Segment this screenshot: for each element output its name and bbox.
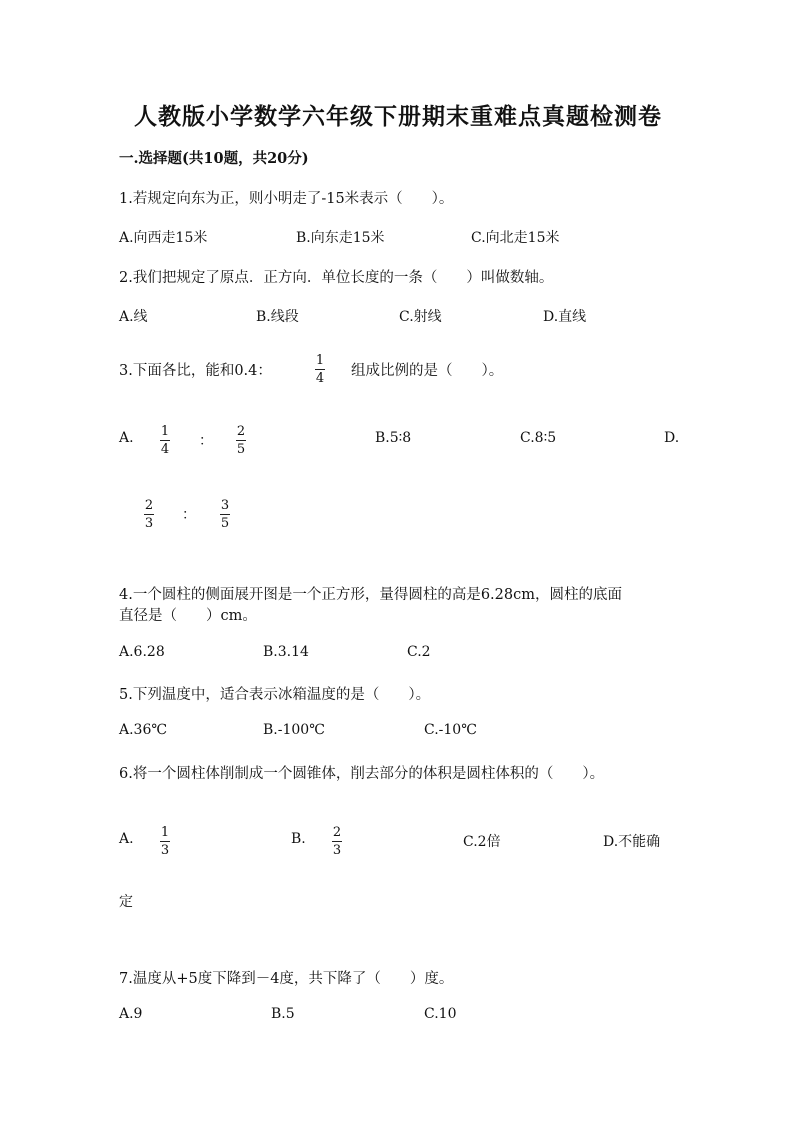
question-1-stem: 1.若规定向东为正，则小明走了-15米表示（ ）。: [119, 191, 454, 207]
fraction-denominator: 5: [220, 516, 230, 531]
question-7-option-a: A.9: [119, 1006, 143, 1022]
question-7-option-b: B.5: [271, 1006, 295, 1022]
question-6-option-a-label: A.: [119, 831, 134, 847]
question-4-stem-line-2: 直径是（ ）cm。: [119, 608, 257, 624]
fraction-denominator: 3: [144, 516, 154, 531]
fraction-bar: [160, 440, 170, 441]
section-heading: 一.选择题(共10题，共20分): [119, 150, 309, 167]
page-title: 人教版小学数学六年级下册期末重难点真题检测卷: [134, 103, 662, 130]
question-2-stem: 2.我们把规定了原点．正方向．单位长度的一条（ ）叫做数轴。: [119, 270, 554, 286]
question-6-option-d-line-1: D.不能确: [603, 834, 661, 850]
fraction-denominator: 3: [332, 843, 342, 858]
question-3-option-c: C.8∶5: [520, 430, 557, 446]
question-1-option-a: A.向西走15米: [119, 230, 208, 246]
question-3-option-a-fraction-1: [160, 424, 170, 457]
fraction-bar: [236, 440, 246, 441]
question-7-stem: 7.温度从+5度下降到－4度，共下降了（ ）度。: [119, 971, 454, 987]
fraction-numerator: 1: [315, 353, 325, 368]
question-3-option-d-colon: ：: [182, 507, 196, 523]
fraction-denominator: 5: [236, 442, 246, 457]
question-5-stem: 5.下列温度中，适合表示冰箱温度的是（ ）。: [119, 687, 431, 703]
question-2-option-a: A.线: [119, 309, 148, 325]
fraction-numerator: 2: [332, 825, 342, 840]
fraction-bar: [315, 369, 325, 370]
question-6-option-b-fraction: [332, 825, 342, 858]
question-6-option-c: C.2倍: [463, 834, 501, 850]
question-7-option-c: C.10: [424, 1006, 457, 1022]
question-3-option-d-fraction-1: [144, 498, 154, 531]
question-3-option-d-label: D.: [664, 430, 680, 446]
question-4-option-b: B.3.14: [263, 644, 309, 660]
fraction-denominator: 3: [160, 843, 170, 858]
question-1-option-c: C.向北走15米: [471, 230, 560, 246]
question-6-option-b-label: B.: [291, 831, 306, 847]
question-5-option-b: B.-100℃: [263, 722, 325, 738]
question-4-option-c: C.2: [407, 644, 431, 660]
question-2-option-d: D.直线: [543, 309, 587, 325]
question-3-stem-before: 3.下面各比，能和0.4：: [119, 363, 272, 379]
question-3-option-b: B.5∶8: [375, 430, 412, 446]
question-5-option-a: A.36℃: [119, 722, 168, 738]
fraction-bar: [332, 841, 342, 842]
question-4-stem-line-1: 4.一个圆柱的侧面展开图是一个正方形，量得圆柱的高是6.28cm，圆柱的底面: [119, 587, 622, 603]
fraction-numerator: 1: [160, 825, 170, 840]
fraction-numerator: 3: [220, 498, 230, 513]
question-6-option-a-fraction: [160, 825, 170, 858]
question-6-option-d-line-2: 定: [119, 894, 133, 910]
question-2-option-c: C.射线: [399, 309, 442, 325]
question-3-stem-fraction: [315, 353, 325, 386]
question-6-stem: 6.将一个圆柱体削制成一个圆锥体，削去部分的体积是圆柱体积的（ ）。: [119, 766, 605, 782]
question-4-option-a: A.6.28: [119, 644, 165, 660]
question-3-option-a-label: A.: [119, 430, 134, 446]
fraction-denominator: 4: [315, 371, 325, 386]
question-3-option-a-fraction-2: [236, 424, 246, 457]
question-3-stem-after: 组成比例的是（ ）。: [351, 363, 504, 379]
question-1-option-b: B.向东走15米: [296, 230, 385, 246]
fraction-numerator: 1: [160, 424, 170, 439]
fraction-numerator: 2: [144, 498, 154, 513]
fraction-bar: [144, 514, 154, 515]
fraction-bar: [160, 841, 170, 842]
question-2-option-b: B.线段: [256, 309, 299, 325]
fraction-denominator: 4: [160, 442, 170, 457]
fraction-numerator: 2: [236, 424, 246, 439]
question-3-option-a-colon: ：: [199, 433, 213, 449]
question-5-option-c: C.-10℃: [424, 722, 477, 738]
fraction-bar: [220, 514, 230, 515]
question-3-option-d-fraction-2: [220, 498, 230, 531]
